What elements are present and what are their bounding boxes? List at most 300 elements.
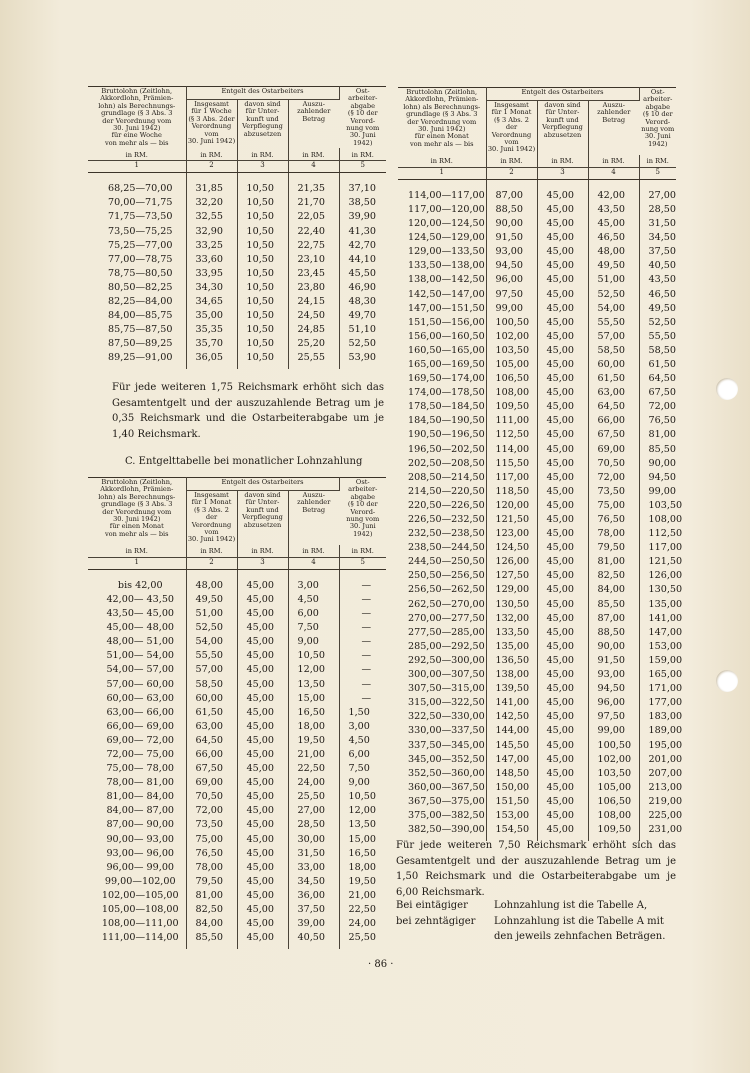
cell-deduction: 45,00: [537, 245, 588, 259]
cell-gross-range: 129,00—133,50: [398, 245, 486, 259]
table-row: [398, 330, 676, 344]
cell-deduction: 10,50: [237, 351, 288, 365]
table-row: [398, 795, 676, 809]
cell-gross-range: 330,00—337,50: [398, 724, 486, 738]
cell-gross-range: 84,00—85,75: [88, 309, 186, 323]
unit-label: in RM.: [288, 545, 339, 558]
cell-levy: 43,50: [648, 274, 676, 286]
footnote-text: Lohnzahlung ist die Tabelle A mit den jeweils zehnfachen Beträgen.: [494, 916, 666, 942]
cell-total: 33,25: [186, 239, 237, 253]
cell-deduction: 45,00: [537, 767, 588, 781]
cell-payout: 75,00: [588, 499, 639, 513]
cell-gross-range: 82,25—84,00: [88, 295, 186, 309]
cell-gross-range: 124,50—129,00: [398, 231, 486, 245]
cell-total: 35,00: [186, 309, 237, 323]
table-row: [88, 239, 386, 253]
cell-levy: 42,70: [348, 239, 376, 251]
cell-payout: 45,00: [588, 217, 639, 231]
unit-label: in RM.: [351, 547, 374, 556]
table-row: [88, 579, 386, 593]
cell-gross-range: 174,00—178,50: [398, 386, 486, 400]
cell-total: 32,55: [186, 210, 237, 224]
cell-payout: 37,50: [288, 903, 339, 917]
cell-total: 150,00: [486, 781, 537, 795]
cell-deduction: 45,00: [537, 358, 588, 372]
cell-gross-range: 81,00— 84,00: [88, 790, 186, 804]
cell-total: 72,00: [186, 804, 237, 818]
table-row: [398, 189, 676, 203]
cell-deduction: 45,00: [537, 555, 588, 569]
table-row: [398, 612, 676, 626]
cell-deduction: 45,00: [537, 753, 588, 767]
cell-levy: —: [361, 608, 372, 620]
cell-levy: 141,00: [648, 612, 683, 624]
cell-payout: 36,00: [288, 889, 339, 903]
cell-deduction: 10,50: [237, 323, 288, 337]
cell-gross-range: 117,00—120,00: [398, 203, 486, 217]
footnote-row: [396, 914, 678, 944]
cell-levy: 49,70: [348, 310, 376, 322]
cell-gross-range: 196,50—202,50: [398, 443, 486, 457]
cell-total: 121,50: [486, 513, 537, 527]
cell-levy: 21,00: [348, 889, 376, 901]
cell-payout: 25,50: [288, 790, 339, 804]
table-row: [398, 527, 676, 541]
table-row: [88, 861, 386, 875]
table-row: [398, 541, 676, 555]
cell-payout: 23,80: [288, 281, 339, 295]
cell-deduction: 10,50: [237, 337, 288, 351]
cell-levy: 52,50: [348, 338, 376, 350]
cell-deduction: 45,00: [537, 372, 588, 386]
cell-payout: 79,50: [588, 541, 639, 555]
table-row: [88, 790, 386, 804]
cell-levy: 195,00: [648, 739, 683, 751]
header-gross-wage: Bruttolohn (Zeitlohn, Akkordlohn, Prämien- lohn) als Berechnungs- grundlage (§ 3 Abs. 3 der Verordnung vom 30. Juni 1942) für einen Monat von mehr als — bis: [398, 88, 486, 155]
column-number: 1: [88, 161, 186, 173]
cell-levy: 177,00: [648, 697, 683, 709]
cell-deduction: 10,50: [237, 295, 288, 309]
table-row: [398, 414, 676, 428]
cell-total: 69,00: [186, 776, 237, 790]
cell-gross-range: 85,75—87,50: [88, 323, 186, 337]
header-total: Insgesamt für 1 Monat (§ 3 Abs. 2 der Verordnung vom 30. Juni 1942): [187, 491, 236, 544]
cell-levy: 1,50: [348, 706, 370, 718]
cell-levy: 24,00: [348, 918, 376, 930]
cell-payout: 78,00: [588, 527, 639, 541]
table-spacer: [88, 569, 386, 579]
cell-deduction: 10,50: [237, 309, 288, 323]
cell-total: 148,50: [486, 767, 537, 781]
cell-payout: 82,50: [588, 569, 639, 583]
cell-levy: 67,50: [648, 387, 676, 399]
cell-total: 123,00: [486, 527, 537, 541]
cell-deduction: 45,00: [237, 720, 288, 734]
cell-payout: 15,00: [288, 692, 339, 706]
cell-payout: 88,50: [588, 626, 639, 640]
cell-levy: —: [361, 664, 372, 676]
cell-deduction: 45,00: [237, 847, 288, 861]
unit-label: in RM.: [486, 155, 537, 168]
cell-deduction: 45,00: [537, 386, 588, 400]
cell-payout: 39,00: [288, 917, 339, 931]
column-number: 5: [339, 161, 386, 173]
cell-total: 102,00: [486, 330, 537, 344]
column-number: 2: [186, 161, 237, 173]
cell-payout: 13,50: [288, 678, 339, 692]
cell-payout: 27,00: [288, 804, 339, 818]
cell-gross-range: 238,50—244,50: [398, 541, 486, 555]
cell-levy: 117,00: [648, 542, 683, 554]
table-row: [88, 281, 386, 295]
cell-total: 75,00: [186, 833, 237, 847]
table-row: [398, 428, 676, 442]
cell-total: 34,30: [186, 281, 237, 295]
cell-deduction: 45,00: [537, 696, 588, 710]
table-row: [398, 682, 676, 696]
column-number: 4: [588, 167, 639, 179]
cell-total: 36,05: [186, 351, 237, 365]
cell-payout: 108,00: [588, 809, 639, 823]
cell-payout: 58,50: [588, 344, 639, 358]
cell-deduction: 45,00: [537, 414, 588, 428]
cell-gross-range: 151,50—156,00: [398, 316, 486, 330]
table-row: [88, 762, 386, 776]
cell-payout: 40,50: [288, 931, 339, 945]
cell-total: 115,50: [486, 457, 537, 471]
cell-total: 61,50: [186, 706, 237, 720]
table-row: [88, 267, 386, 281]
cell-gross-range: 300,00—307,50: [398, 668, 486, 682]
cell-deduction: 45,00: [537, 231, 588, 245]
weekly-increment-note: Für jede weiteren 1,75 Reichsmark erhöht sich das Gesamtentgelt und der auszuzahlende Betrag um je 0,35 Reichsmark und die Ostarbeiterabgabe um je 1,40 Reichsmark.: [112, 382, 384, 440]
unit-label: in RM.: [646, 157, 669, 166]
column-number: 2: [486, 167, 537, 179]
cell-deduction: 45,00: [237, 748, 288, 762]
table-spacer: [398, 179, 676, 189]
cell-payout: 64,50: [588, 400, 639, 414]
cell-levy: 90,00: [648, 457, 676, 469]
cell-gross-range: bis 42,00: [88, 579, 186, 593]
table-row: [88, 678, 386, 692]
table-row: [88, 847, 386, 861]
cell-payout: 9,00: [288, 635, 339, 649]
cell-total: 97,50: [486, 288, 537, 302]
cell-levy: 52,50: [648, 316, 676, 328]
cell-levy: 39,90: [348, 211, 376, 223]
cell-gross-range: 108,00—111,00: [88, 917, 186, 931]
header-total: Insgesamt für 1 Woche (§ 3 Abs. 2der Verordnung vom 30. Juni 1942): [186, 100, 237, 149]
table-row: [398, 640, 676, 654]
table-row: [88, 621, 386, 635]
cell-levy: 147,00: [648, 626, 683, 638]
table-row: [398, 823, 676, 837]
cell-levy: 231,00: [648, 824, 683, 836]
cell-levy: 126,00: [648, 570, 683, 582]
cell-deduction: 45,00: [537, 823, 588, 837]
cell-total: 35,70: [186, 337, 237, 351]
cell-deduction: 45,00: [537, 612, 588, 626]
cell-payout: 49,50: [588, 259, 639, 273]
cell-gross-range: 184,50—190,50: [398, 414, 486, 428]
table-row: [88, 663, 386, 677]
cell-total: 151,50: [486, 795, 537, 809]
cell-levy: 40,50: [648, 260, 676, 272]
cell-deduction: 45,00: [537, 400, 588, 414]
table-row: [88, 818, 386, 832]
page-number: · 86 ·: [368, 959, 394, 970]
cell-payout: 21,35: [288, 182, 339, 196]
cell-gross-range: 43,50— 45,00: [88, 607, 186, 621]
cell-total: 88,50: [486, 203, 537, 217]
cell-payout: 22,50: [288, 762, 339, 776]
table-row: [88, 337, 386, 351]
cell-deduction: 45,00: [537, 654, 588, 668]
cell-deduction: 45,00: [237, 762, 288, 776]
cell-gross-range: 169,50—174,00: [398, 372, 486, 386]
cell-gross-range: 114,00—117,00: [398, 189, 486, 203]
cell-levy: 183,00: [648, 711, 683, 723]
cell-levy: 112,50: [648, 528, 683, 540]
cell-total: 145,50: [486, 739, 537, 753]
cell-deduction: 45,00: [537, 739, 588, 753]
cell-gross-range: 256,50—262,50: [398, 583, 486, 597]
cell-total: 67,50: [186, 762, 237, 776]
header-payout: Auszu- zahlender Betrag: [297, 491, 331, 514]
table-spacer: [88, 173, 386, 183]
cell-total: 63,00: [186, 720, 237, 734]
cell-gross-range: 78,75—80,50: [88, 267, 186, 281]
cell-gross-range: 244,50—250,50: [398, 555, 486, 569]
table-row: [398, 583, 676, 597]
cell-payout: 24,85: [288, 323, 339, 337]
cell-gross-range: 220,50—226,50: [398, 499, 486, 513]
cell-total: 85,50: [186, 931, 237, 945]
cell-total: 96,00: [486, 273, 537, 287]
cell-total: 57,00: [186, 663, 237, 677]
cell-levy: 22,50: [348, 904, 376, 915]
cell-total: 94,50: [486, 259, 537, 273]
cell-levy: 225,00: [648, 809, 683, 821]
cell-deduction: 45,00: [237, 875, 288, 889]
cell-deduction: 45,00: [537, 288, 588, 302]
unit-label: in RM.: [537, 155, 588, 168]
cell-deduction: 45,00: [237, 903, 288, 917]
table-row: [398, 710, 676, 724]
cell-deduction: 45,00: [537, 598, 588, 612]
cell-payout: 30,00: [288, 833, 339, 847]
cell-gross-range: 48,00— 51,00: [88, 635, 186, 649]
cell-gross-range: 270,00—277,50: [398, 612, 486, 626]
cell-levy: 207,00: [648, 767, 683, 779]
column-number: 5: [339, 557, 386, 569]
cell-gross-range: 63,00— 66,00: [88, 706, 186, 720]
table-row: [88, 351, 386, 365]
punch-hole-lower: [716, 670, 738, 692]
cell-levy: 53,90: [348, 352, 376, 364]
table-row: [398, 626, 676, 640]
cell-payout: 24,00: [288, 776, 339, 790]
table-row: [398, 499, 676, 513]
cell-total: 127,50: [486, 569, 537, 583]
cell-total: 34,65: [186, 295, 237, 309]
cell-total: 142,50: [486, 710, 537, 724]
cell-total: 111,00: [486, 414, 537, 428]
cell-gross-range: 57,00— 60,00: [88, 678, 186, 692]
cell-deduction: 10,50: [237, 253, 288, 267]
cell-gross-range: 51,00— 54,00: [88, 649, 186, 663]
cell-gross-range: 89,25—91,00: [88, 351, 186, 365]
footnote-text: Lohnzahlung ist die Tabelle A,: [494, 900, 648, 911]
table-row: [398, 316, 676, 330]
cell-gross-range: 360,00—367,50: [398, 781, 486, 795]
cell-gross-range: 77,00—78,75: [88, 253, 186, 267]
footnote-label: bei zehntägiger: [396, 916, 476, 927]
cell-payout: 6,00: [288, 607, 339, 621]
cell-total: 31,85: [186, 182, 237, 196]
cell-gross-range: 78,00— 81,00: [88, 776, 186, 790]
cell-payout: 23,10: [288, 253, 339, 267]
cell-levy: 103,50: [648, 499, 683, 511]
table-row: [398, 753, 676, 767]
cell-payout: 21,00: [288, 748, 339, 762]
cell-payout: 4,50: [288, 593, 339, 607]
table-row: [398, 569, 676, 583]
table-row: [398, 781, 676, 795]
cell-deduction: 45,00: [237, 818, 288, 832]
cell-levy: 15,00: [348, 833, 376, 845]
table-spacer: [88, 365, 386, 369]
cell-gross-range: 226,50—232,50: [398, 513, 486, 527]
cell-payout: 21,70: [288, 196, 339, 210]
cell-gross-range: 84,00— 87,00: [88, 804, 186, 818]
table-row: [398, 767, 676, 781]
cell-levy: 10,50: [348, 791, 376, 803]
cell-levy: 6,00: [348, 748, 370, 760]
header-entgelt: Entgelt des Ostarbeiters: [186, 478, 339, 491]
cell-total: 54,00: [186, 635, 237, 649]
cell-total: 87,00: [486, 189, 537, 203]
cell-total: 82,50: [186, 903, 237, 917]
cell-gross-range: 90,00— 93,00: [88, 833, 186, 847]
cell-payout: 43,50: [588, 203, 639, 217]
table-row: [398, 302, 676, 316]
cell-total: 90,00: [486, 217, 537, 231]
cell-gross-range: 111,00—114,00: [88, 931, 186, 945]
cell-levy: 130,50: [648, 584, 683, 596]
cell-payout: 19,50: [288, 734, 339, 748]
cell-gross-range: 133,50—138,00: [398, 259, 486, 273]
cell-payout: 70,50: [588, 457, 639, 471]
cell-gross-range: 345,00—352,50: [398, 753, 486, 767]
cell-gross-range: 120,00—124,50: [398, 217, 486, 231]
cell-gross-range: 87,50—89,25: [88, 337, 186, 351]
cell-gross-range: 80,50—82,25: [88, 281, 186, 295]
cell-gross-range: 138,00—142,50: [398, 273, 486, 287]
cell-total: 153,00: [486, 809, 537, 823]
cell-payout: 85,50: [588, 598, 639, 612]
cell-gross-range: 382,50—390,00: [398, 823, 486, 837]
table-row: [398, 358, 676, 372]
cell-total: 48,00: [186, 579, 237, 593]
cell-levy: —: [361, 579, 372, 591]
cell-deduction: 10,50: [237, 267, 288, 281]
cell-payout: 25,55: [288, 351, 339, 365]
cell-gross-range: 71,75—73,50: [88, 210, 186, 224]
cell-deduction: 45,00: [537, 682, 588, 696]
column-number: 5: [639, 167, 676, 179]
cell-deduction: 45,00: [537, 710, 588, 724]
cell-gross-range: 322,50—330,00: [398, 710, 486, 724]
cell-deduction: 10,50: [237, 239, 288, 253]
cell-payout: 24,50: [288, 309, 339, 323]
unit-label: in RM.: [237, 148, 288, 161]
cell-gross-range: 292,50—300,00: [398, 654, 486, 668]
cell-total: 58,50: [186, 678, 237, 692]
cell-payout: 3,00: [288, 579, 339, 593]
cell-total: 136,50: [486, 654, 537, 668]
cell-total: 66,00: [186, 748, 237, 762]
cell-deduction: 45,00: [237, 790, 288, 804]
cell-total: 154,50: [486, 823, 537, 837]
table-row: [398, 344, 676, 358]
cell-payout: 55,50: [588, 316, 639, 330]
cell-deduction: 45,00: [537, 316, 588, 330]
cell-payout: 102,00: [588, 753, 639, 767]
table-row: [88, 593, 386, 607]
table-row: [398, 598, 676, 612]
header-total: Insgesamt für 1 Monat (§ 3 Abs. 2 der Verordnung vom 30. Juni 1942): [487, 101, 536, 154]
table-row: [398, 372, 676, 386]
cell-payout: 67,50: [588, 428, 639, 442]
cell-payout: 63,00: [588, 386, 639, 400]
cell-deduction: 45,00: [237, 649, 288, 663]
cell-total: 84,00: [186, 917, 237, 931]
cell-levy: 45,50: [348, 267, 376, 279]
cell-deduction: 45,00: [537, 485, 588, 499]
cell-deduction: 45,00: [537, 668, 588, 682]
cell-gross-range: 367,50—375,00: [398, 795, 486, 809]
cell-gross-range: 202,50—208,50: [398, 457, 486, 471]
cell-levy: 189,00: [648, 725, 683, 737]
header-deduction: davon sind für Unter- kunft und Verpflegung abzusetzen: [237, 100, 288, 149]
table-row: [88, 607, 386, 621]
cell-gross-range: 165,00—169,50: [398, 358, 486, 372]
cell-gross-range: 69,00— 72,00: [88, 734, 186, 748]
table-row: [398, 485, 676, 499]
column-number: 3: [237, 557, 288, 569]
table-spacer: [88, 945, 386, 949]
table-row: [88, 720, 386, 734]
cell-levy: 64,50: [648, 373, 676, 385]
cell-payout: 48,00: [588, 245, 639, 259]
cell-levy: 121,50: [648, 556, 683, 568]
table-row: [88, 692, 386, 706]
monthly-wage-table-right: [398, 87, 683, 841]
cell-deduction: 45,00: [537, 640, 588, 654]
cell-payout: 96,00: [588, 696, 639, 710]
cell-deduction: 45,00: [537, 781, 588, 795]
cell-deduction: 45,00: [537, 203, 588, 217]
cell-deduction: 45,00: [237, 621, 288, 635]
header-payout: Auszu- zahlender Betrag: [297, 100, 331, 123]
cell-gross-range: 178,50—184,50: [398, 400, 486, 414]
cell-deduction: 45,00: [537, 273, 588, 287]
cell-levy: 18,00: [348, 861, 376, 873]
cell-deduction: 45,00: [537, 443, 588, 457]
cell-gross-range: 352,50—360,00: [398, 767, 486, 781]
cell-payout: 51,00: [588, 273, 639, 287]
